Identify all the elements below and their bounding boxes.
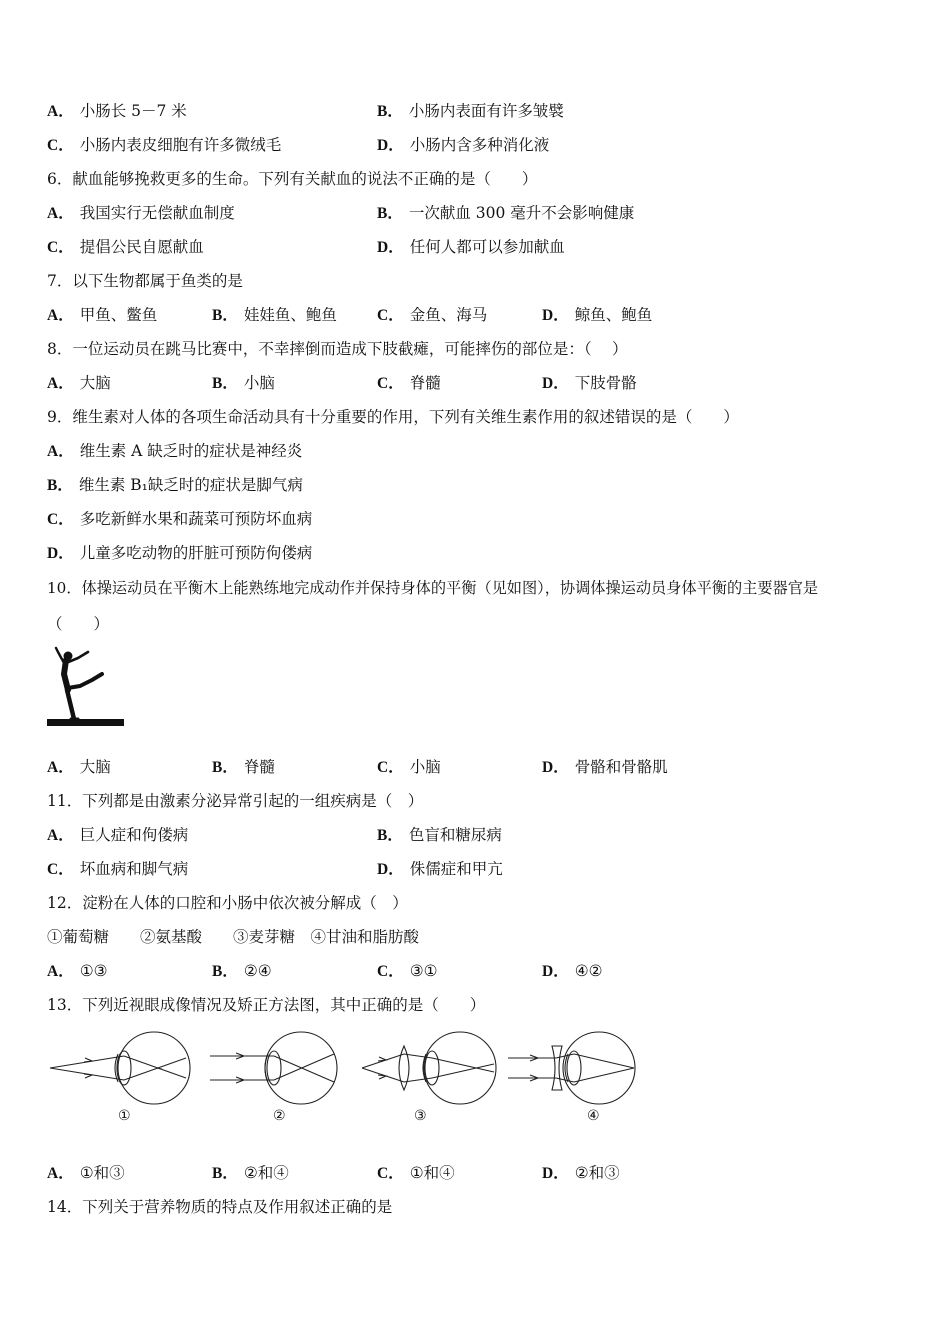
q7-option-c: C． 金鱼、海马 bbox=[377, 306, 488, 324]
q9-option-a: A． 维生素 A 缺乏时的症状是神经炎 bbox=[47, 442, 303, 460]
eye-label-1: ① bbox=[118, 1108, 131, 1124]
q5-option-d: D． 小肠内含多种消化液 bbox=[377, 136, 550, 154]
q12-option-a: A． ①③ bbox=[47, 962, 108, 980]
q8-option-d: D． 下肢骨骼 bbox=[542, 374, 637, 392]
q6-option-a: A． 我国实行无偿献血制度 bbox=[47, 204, 235, 222]
q10-option-a: A． 大脑 bbox=[47, 758, 111, 776]
eye-diagram-4 bbox=[504, 1030, 639, 1110]
q13-stem: 13．下列近视眼成像情况及矫正方法图，其中正确的是（ ） bbox=[47, 996, 486, 1014]
q8-option-b: B． 小脑 bbox=[212, 374, 275, 392]
q9-option-b: B． 维生素 B₁缺乏时的症状是脚气病 bbox=[47, 476, 303, 494]
q9-option-c: C． 多吃新鲜水果和蔬菜可预防坏血病 bbox=[47, 510, 313, 528]
q13-option-c: C． ①和④ bbox=[377, 1164, 455, 1182]
q7-stem: 7．以下生物都属于鱼类的是 bbox=[47, 272, 243, 290]
q9-stem: 9．维生素对人体的各项生命活动具有十分重要的作用，下列有关维生素作用的叙述错误的是（ ） bbox=[47, 408, 739, 426]
q9-option-d: D． 儿童多吃动物的肝脏可预防佝偻病 bbox=[47, 544, 313, 562]
q12-items: ①葡萄糖 ②氨基酸 ③麦芽糖 ④甘油和脂肪酸 bbox=[47, 928, 420, 946]
q8-option-c: C． 脊髓 bbox=[377, 374, 441, 392]
q5-option-c: C． 小肠内表皮细胞有许多微绒毛 bbox=[47, 136, 282, 154]
q13-option-d: D． ②和③ bbox=[542, 1164, 620, 1182]
q8-option-a: A． 大脑 bbox=[47, 374, 111, 392]
q11-option-a: A． 巨人症和佝偻病 bbox=[47, 826, 189, 844]
q12-option-d: D． ④② bbox=[542, 962, 603, 980]
q12-option-b: B． ②④ bbox=[212, 962, 272, 980]
q6-stem: 6．献血能够挽救更多的生命。下列有关献血的说法不正确的是（ ） bbox=[47, 170, 538, 188]
eye-label-2: ② bbox=[273, 1108, 286, 1124]
q10-option-d: D． 骨骼和骨骼肌 bbox=[542, 758, 668, 776]
q12-stem: 12．淀粉在人体的口腔和小肠中依次被分解成（ ） bbox=[47, 894, 408, 912]
q10-stem-cont: （ ） bbox=[47, 615, 110, 633]
q10-option-c: C． 小脑 bbox=[377, 758, 441, 776]
q7-option-a: A． 甲鱼、鳖鱼 bbox=[47, 306, 158, 324]
eye-label-4: ④ bbox=[587, 1108, 600, 1124]
q6-option-c: C． 提倡公民自愿献血 bbox=[47, 238, 204, 256]
q11-option-b: B． 色盲和糖尿病 bbox=[377, 826, 502, 844]
gymnast-figure bbox=[44, 646, 128, 728]
q7-option-d: D． 鲸鱼、鲍鱼 bbox=[542, 306, 653, 324]
q5-option-a: A． 小肠长 5－7 米 bbox=[47, 102, 187, 120]
q11-option-d: D． 侏儒症和甲亢 bbox=[377, 860, 503, 878]
q12-option-c: C． ③① bbox=[377, 962, 438, 980]
q6-option-d: D． 任何人都可以参加献血 bbox=[377, 238, 565, 256]
q14-stem: 14．下列关于营养物质的特点及作用叙述正确的是 bbox=[47, 1198, 393, 1216]
eye-diagram-1 bbox=[46, 1030, 196, 1110]
q5-option-b: B． 小肠内表面有许多皱襞 bbox=[377, 102, 564, 120]
eye-diagram-3 bbox=[358, 1030, 498, 1110]
q10-option-b: B． 脊髓 bbox=[212, 758, 275, 776]
q11-option-c: C． 坏血病和脚气病 bbox=[47, 860, 189, 878]
q11-stem: 11．下列都是由激素分泌异常引起的一组疾病是（ ） bbox=[47, 792, 424, 810]
q8-stem: 8．一位运动员在跳马比赛中，不幸摔倒而造成下肢截瘫，可能摔伤的部位是：（ ） bbox=[47, 340, 628, 358]
q6-option-b: B． 一次献血 300 毫升不会影响健康 bbox=[377, 204, 635, 222]
q10-stem: 10．体操运动员在平衡木上能熟练地完成动作并保持身体的平衡（见如图），协调体操运动员身体平衡的主要器官是 bbox=[47, 579, 819, 597]
q13-option-a: A． ①和③ bbox=[47, 1164, 125, 1182]
q7-option-b: B． 娃娃鱼、鲍鱼 bbox=[212, 306, 337, 324]
eye-label-3: ③ bbox=[414, 1108, 427, 1124]
q13-option-b: B． ②和④ bbox=[212, 1164, 289, 1182]
eye-diagram-2 bbox=[206, 1030, 341, 1110]
